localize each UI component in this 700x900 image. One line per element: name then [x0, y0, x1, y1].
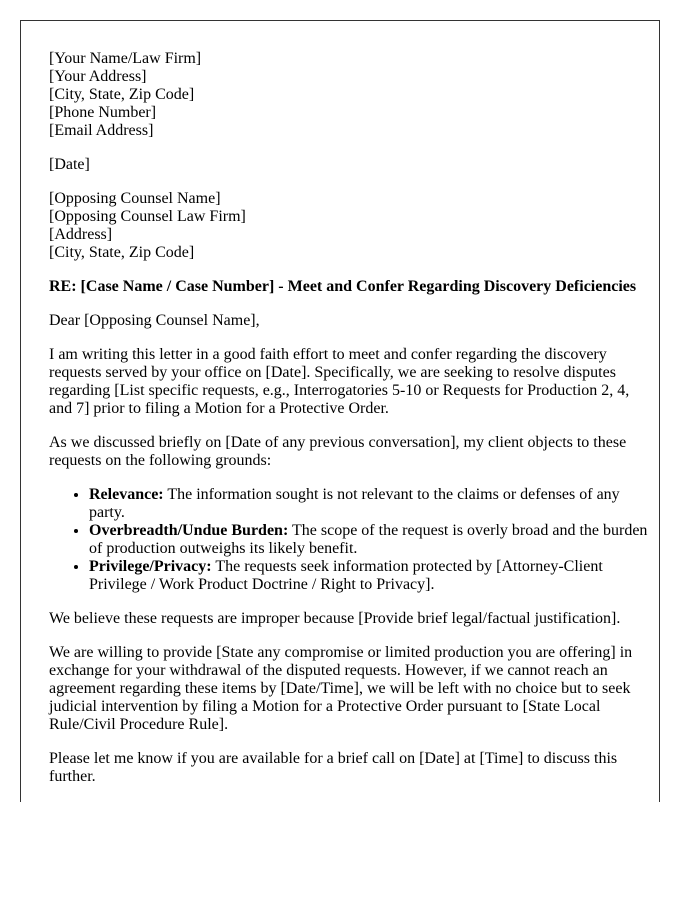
recipient-city-state-zip: [City, State, Zip Code]	[49, 244, 195, 261]
justification-paragraph: We believe these requests are improper because [Provide brief legal/factual justification].	[49, 610, 621, 627]
sender-address-block	[49, 50, 649, 140]
grounds-intro-paragraph: As we discussed briefly on [Date of any previous conversation], my client objects to these requests on the following grounds:	[49, 434, 627, 469]
closing-request-paragraph: Please let me know if you are available for a brief call on [Date] at [Time] to discuss this further.	[49, 750, 618, 785]
letter-date: [Date]	[49, 156, 90, 173]
sender-name: [Your Name/Law Firm]	[49, 50, 202, 67]
recipient-firm: [Opposing Counsel Law Firm]	[49, 208, 246, 225]
ground-term: Overbreadth/Undue Burden:	[89, 522, 289, 539]
ground-text: The requests seek information protected by [Attorney-Client Privilege / Work Product Doctrine / Right to Privacy].	[89, 558, 603, 593]
ground-item-privilege	[89, 558, 649, 594]
date-block	[49, 156, 649, 174]
sender-city-state-zip: [City, State, Zip Code]	[49, 86, 195, 103]
ground-text: The information sought is not relevant to the claims or defenses of any party.	[89, 486, 620, 521]
letter-page	[20, 20, 660, 802]
compromise-paragraph: We are willing to provide [State any compromise or limited production you are offering] in exchange for your withdrawal of the disputed requests. However, if we cannot reach an agreement regarding these items by [Date/Time], we will be left with no choice but to seek judicial intervention by filing a Motion for a Protective Order pursuant to [State Local Rule/Civil Procedure Rule].	[49, 644, 633, 733]
intro-paragraph: I am writing this letter in a good faith effort to meet and confer regarding the discovery requests served by your office on [Date]. Specifically, we are seeking to resolve disputes regarding [List specific requests, e.g., Interrogatories 5-10 or Requests for Production 2, 4, and 7] prior to filing a Motion for a Protective Order.	[49, 346, 630, 417]
recipient-address-block	[49, 190, 649, 262]
recipient-name: [Opposing Counsel Name]	[49, 190, 221, 207]
ground-term: Relevance:	[89, 486, 164, 503]
sender-address: [Your Address]	[49, 68, 147, 85]
recipient-address: [Address]	[49, 226, 113, 243]
sender-phone: [Phone Number]	[49, 104, 157, 121]
sender-email: [Email Address]	[49, 122, 154, 139]
ground-text: The scope of the request is overly broad and the burden of production outweighs its likely benefit.	[89, 522, 648, 557]
ground-item-overbreadth	[89, 522, 649, 558]
subject-line: RE: [Case Name / Case Number] - Meet and Confer Regarding Discovery Deficiencies	[49, 278, 637, 295]
ground-item-relevance	[89, 486, 649, 522]
letter-content	[49, 50, 649, 802]
ground-term: Privilege/Privacy:	[89, 558, 212, 575]
grounds-list	[49, 486, 649, 594]
salutation: Dear [Opposing Counsel Name],	[49, 312, 260, 329]
